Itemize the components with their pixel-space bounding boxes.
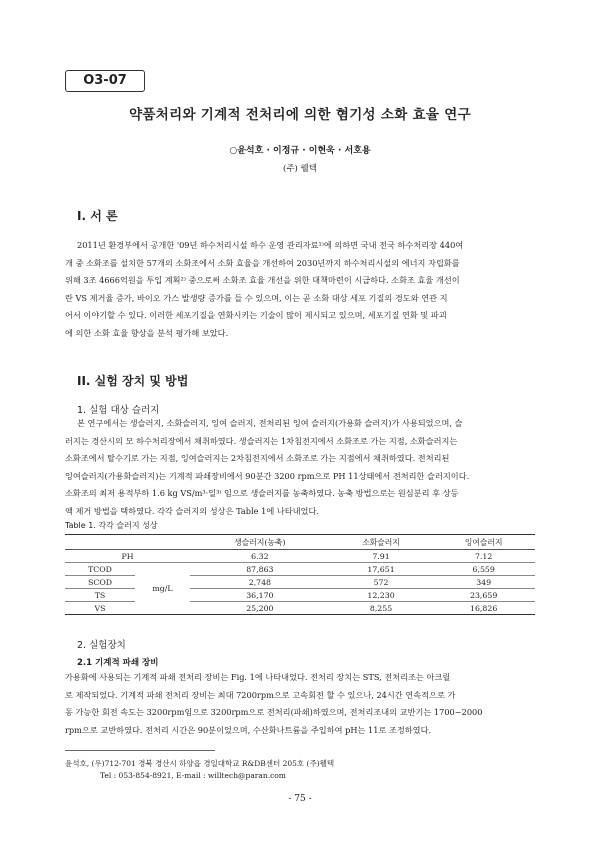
row-label: SCOD bbox=[65, 576, 135, 589]
row-label: VS bbox=[65, 602, 135, 615]
footnote-divider bbox=[65, 750, 215, 751]
introduction-paragraph bbox=[65, 237, 535, 343]
table-cell: 17,651 bbox=[330, 563, 433, 576]
table-header-cell: 소화슬러지 bbox=[330, 535, 433, 550]
table-caption: Table 1. 각각 슬러지 성상 bbox=[65, 521, 158, 530]
table-cell: 6,559 bbox=[432, 563, 535, 576]
table-cell: 572 bbox=[330, 576, 433, 589]
text-line: 소화조에서 탈수기로 가는 지점, 잉여슬러지는 2차침전지에서 소화조로 가는 지점에서 채취하였다. 전처리된 bbox=[65, 453, 450, 464]
row-label: PH bbox=[65, 550, 190, 563]
section-heading-introduction: I. 서 론 bbox=[77, 209, 118, 223]
table-header-cell: 잉여슬러지 bbox=[432, 535, 535, 550]
text-line: 에 의한 소화 효율 향상을 분석 평가해 보았다. bbox=[65, 327, 229, 338]
table-cell: 349 bbox=[432, 576, 535, 589]
table-header-cell bbox=[135, 535, 190, 550]
table-header-cell: 생슬러지(농축) bbox=[190, 535, 330, 550]
subsubsection-heading-mechanical: 2.1 기계적 파쇄 장비 bbox=[77, 658, 159, 668]
page-number: - 75 - bbox=[288, 794, 312, 804]
affiliation: (주) 웰텍 bbox=[283, 164, 317, 174]
table-cell: 2,748 bbox=[190, 576, 330, 589]
paper-title: 약품처리와 기계적 전처리에 의한 혐기성 소화 효율 연구 bbox=[129, 107, 471, 123]
text-line: 로 제작되었다. 기계적 파쇄 전처리 장비는 최대 7200rpm으로 고속회전 할 수 있으나, 24시간 연속적으로 가 bbox=[65, 689, 456, 700]
unit-cell: mg/L bbox=[135, 563, 190, 615]
table-header-cell bbox=[65, 535, 135, 550]
footnote-address: 윤석호, (우)712-701 경북 경산시 하양읍 경일대학교 R&DB센터 205호 (주)웰텍 bbox=[65, 759, 335, 768]
authors: ○윤석호 · 이정규 · 이현욱 · 서호용 bbox=[229, 146, 371, 156]
table-cell: 7.91 bbox=[330, 550, 433, 563]
apparatus-paragraph bbox=[65, 669, 535, 739]
methods-paragraph bbox=[65, 415, 535, 521]
table-row bbox=[65, 563, 535, 576]
table-cell: 36,170 bbox=[190, 589, 330, 602]
table-cell: 7.12 bbox=[432, 550, 535, 563]
row-label: TS bbox=[65, 589, 135, 602]
text-line: 액 제거 방법을 택하였다. 각각 슬러지의 성상은 Table 1에 나타내었다. bbox=[65, 505, 319, 516]
sludge-properties-table bbox=[65, 534, 535, 615]
table-cell: 6.32 bbox=[190, 550, 330, 563]
text-line: 러지는 경산시의 모 하수처리장에서 채취하였다. 생슬러지는 1차침전지에서 소화조로 가는 지점, 소화슬러지는 bbox=[65, 435, 458, 446]
table-cell: 8,255 bbox=[330, 602, 433, 615]
subsection-heading-apparatus: 2. 실험장치 bbox=[77, 640, 126, 651]
text-line: 어서 이야기할 수 있다. 이러한 세포기질을 연화시키는 기술이 많이 제시되고 있으며, 세포기질 연화 및 파괴 bbox=[65, 310, 447, 321]
row-label: TCOD bbox=[65, 563, 135, 576]
table-header-row bbox=[65, 535, 535, 550]
text-line: 본 연구에서는 생슬러지, 소화슬러지, 잉여 슬러지, 전처리된 잉여 슬러지(가용화 슬러지)가 사용되었으며, 슬 bbox=[77, 418, 463, 428]
table-cell: 12,230 bbox=[330, 589, 433, 602]
table-cell: 25,200 bbox=[190, 602, 330, 615]
table-cell: 87,863 bbox=[190, 563, 330, 576]
text-line: 가용화에 사용되는 기계적 파쇄 전처리 장비는 Fig. 1에 나타내었다. 전처리 장치는 STS, 전처리조는 아크릴 bbox=[65, 672, 451, 682]
table-cell: 16,826 bbox=[432, 602, 535, 615]
text-line: rpm으로 교반하였다. 전처리 시간은 90분이었으며, 수산화나트륨을 주입하여 pH는 11로 조정하였다. bbox=[65, 724, 432, 735]
text-line: 잉여슬러지(가용화슬러지)는 기계적 파쇄장비에서 90분간 3200 rpm으로 PH 11상태에서 전처리한 슬러지이다. bbox=[65, 470, 470, 481]
footnote-contact: Tel : 053-854-8921, E-mail : willtech@paran.com bbox=[100, 771, 286, 780]
subsection-heading-sludge: 1. 실험 대상 슬러지 bbox=[77, 405, 160, 416]
table-row bbox=[65, 550, 535, 563]
text-line: 동 가능한 회전 속도는 3200rpm임으로 3200rpm으로 전처리(파쇄)하였으며, 전처리조내의 교반기는 1700~2000 bbox=[65, 707, 483, 718]
text-line: 소화조의 최저 용적부하 1.6 kg VS/m³·일³⁾ 임으로 생슬러지를 농축하였다. 농축 방법으로는 원심분리 후 상등 bbox=[65, 488, 459, 499]
text-line: 위해 3조 4666억원을 투입 계획²⁾ 중으로써 소화조 효율 개선을 위한 대책마련이 시급하다. 소화조 효율 개선이 bbox=[65, 275, 460, 286]
section-heading-methods: II. 실험 장치 및 방법 bbox=[77, 374, 189, 388]
table-cell: 23,659 bbox=[432, 589, 535, 602]
text-line: 2011년 환경부에서 공개한 '09년 하수처리시설 하수 운영 관리자료¹⁾에 의하면 국내 전국 하수처리장 440여 bbox=[77, 240, 464, 250]
text-line: 개 중 소화조를 설치한 57개의 소화조에서 소화 효율을 개선하여 2030년까지 하수처리시설의 에너지 자립화를 bbox=[65, 257, 460, 268]
text-line: 란 VS 제거율 증가, 바이오 가스 발생량 증가를 들 수 있으며, 이는 곧 소화 대상 세포 기질의 경도와 연관 지 bbox=[65, 292, 448, 303]
paper-code-badge: O3-07 bbox=[65, 70, 145, 92]
